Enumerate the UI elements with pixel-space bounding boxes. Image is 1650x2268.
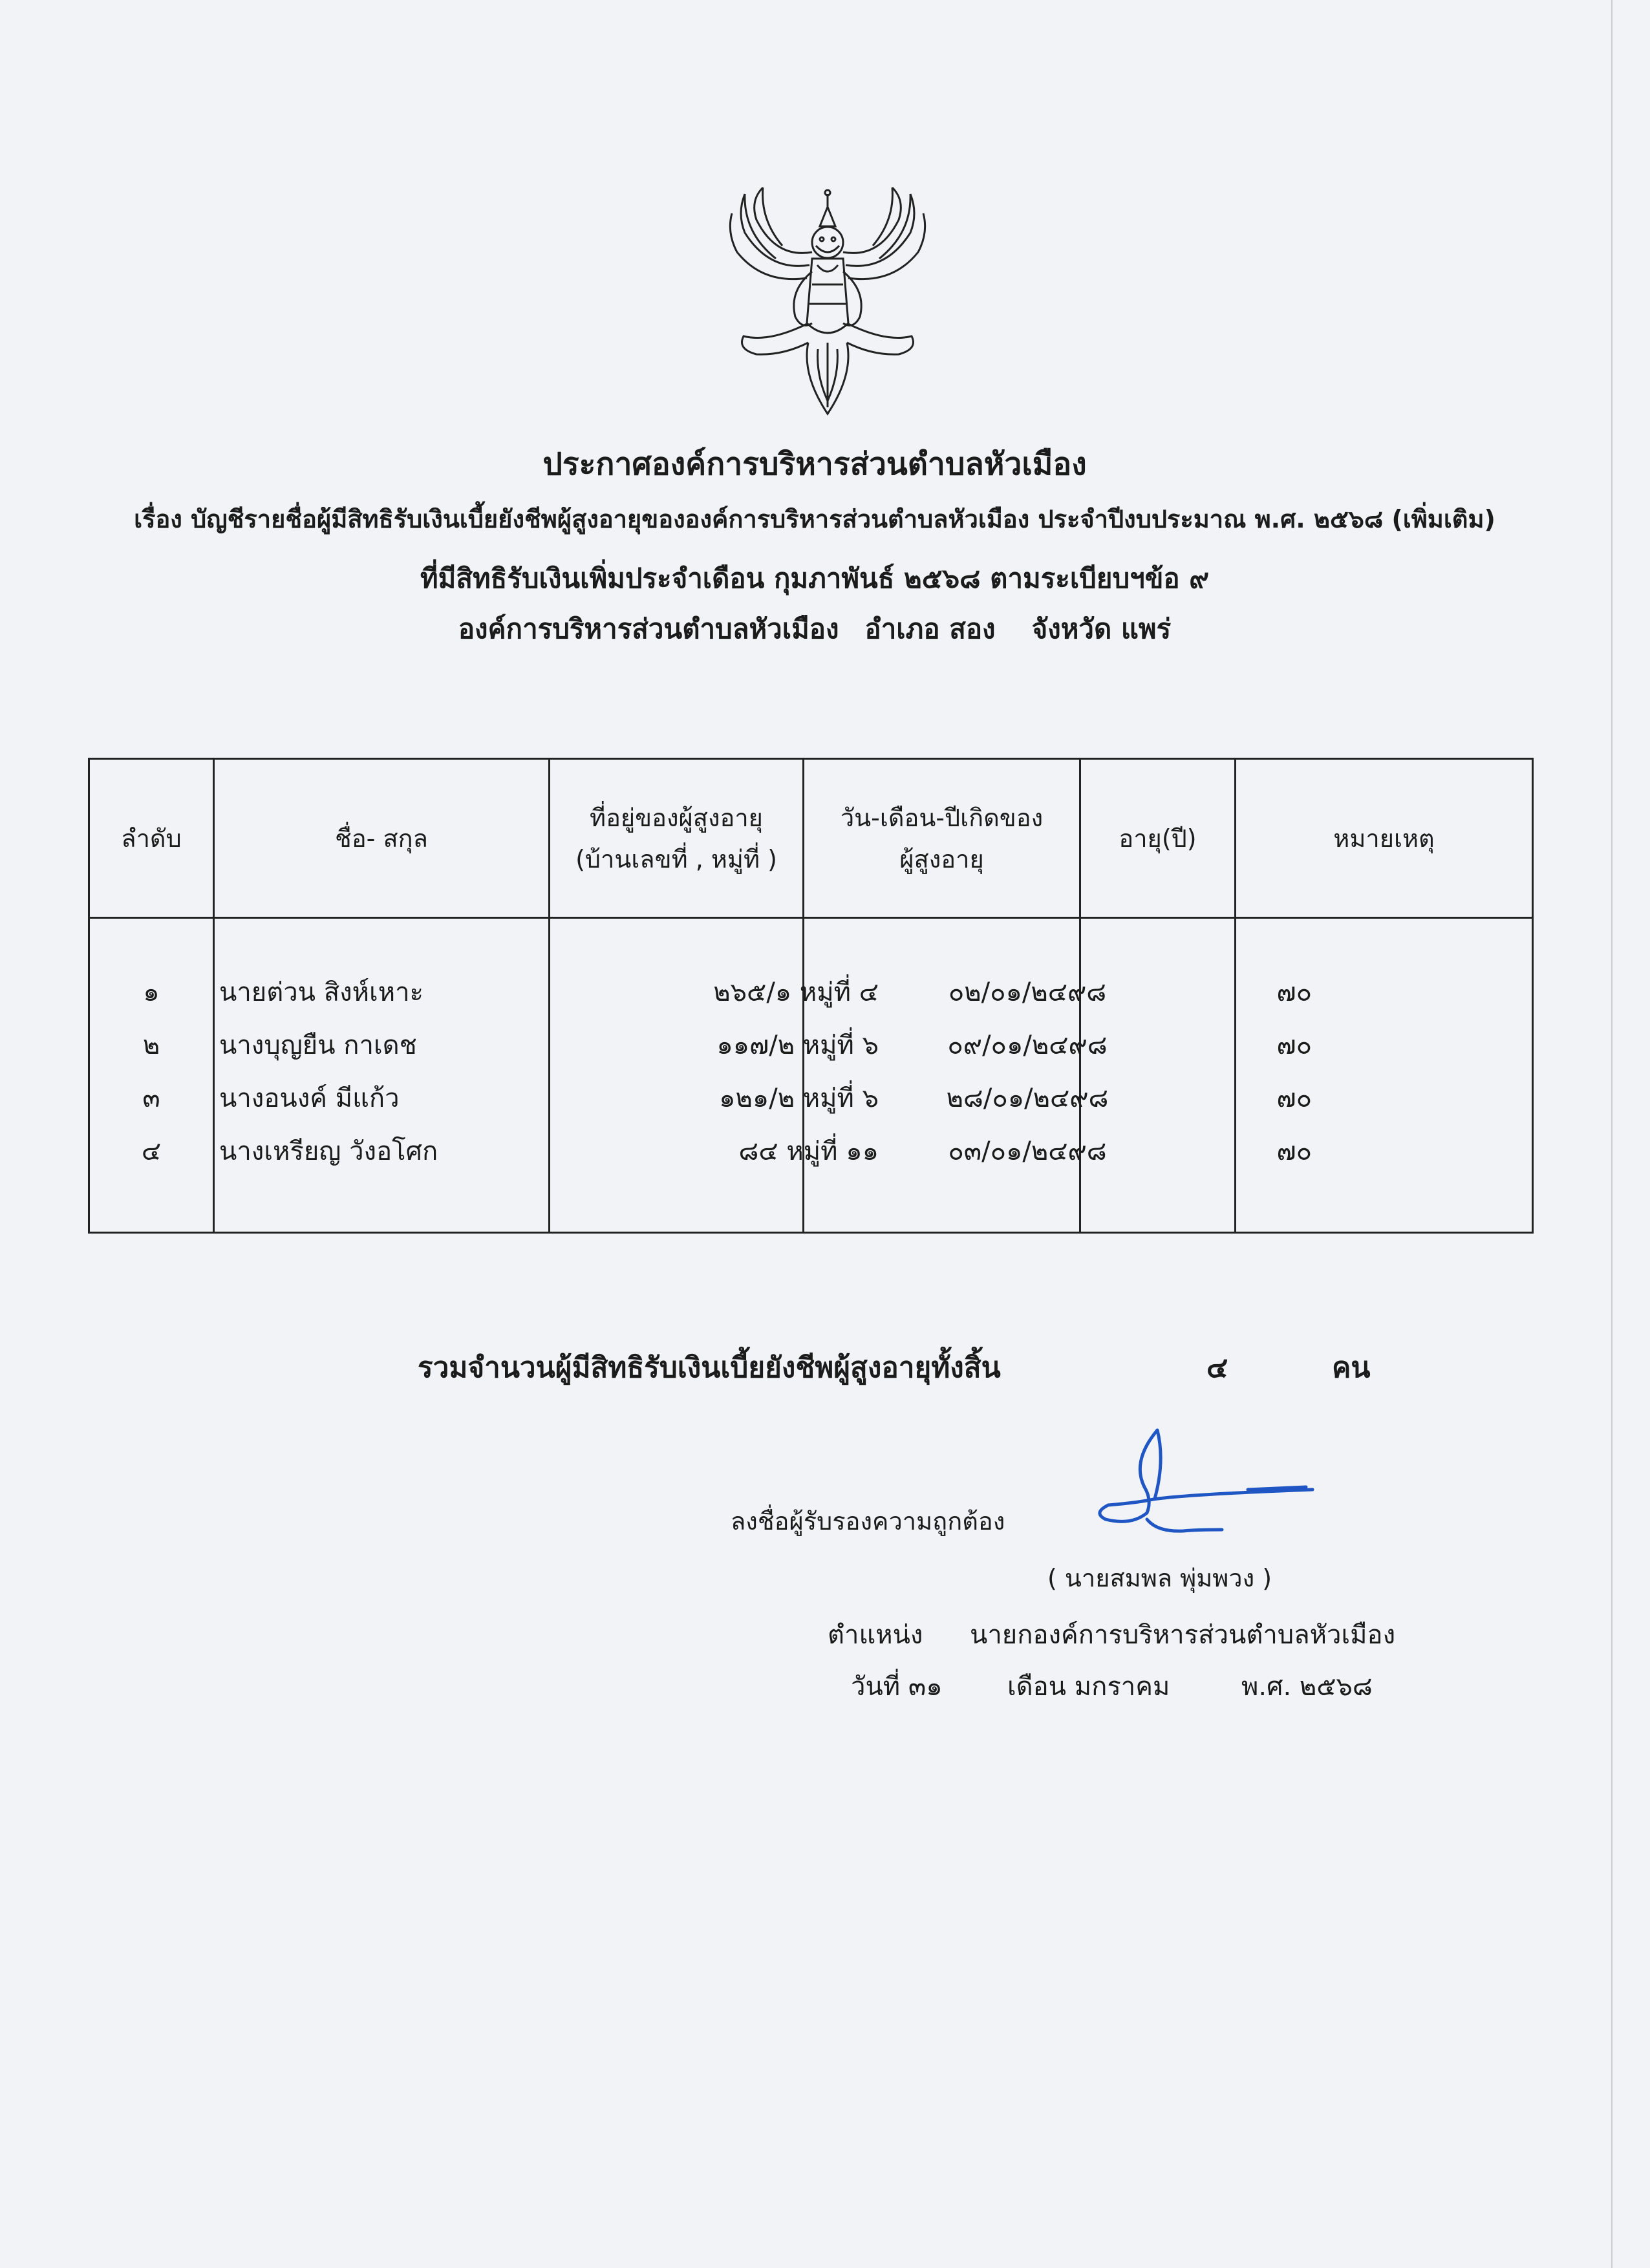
col-header-address: ที่อยู่ของผู้สูงอายุ (บ้านเลขที่ , หมู่ที่ ): [575, 803, 777, 873]
row-dob: ๐๙/๐๑/๒๔๙๘: [947, 1031, 1108, 1060]
summary-label: รวมจำนวนผู้มีสิทธิรับเงินเบี้ยยังชีพผู้สูงอายุทั้งสิ้น: [418, 1351, 1001, 1384]
row-age: ๗๐: [1276, 978, 1312, 1007]
signer-name: ( นายสมพล พุ่มพวง ): [1047, 1564, 1272, 1592]
row-address: ๑๒๑/๒ หมู่ที่ ๖: [719, 1084, 879, 1113]
date-month: เดือน มกราคม: [1007, 1672, 1170, 1702]
province: จังหวัด แพร่: [1031, 613, 1172, 645]
row-address: ๒๖๕/๑ หมู่ที่ ๔: [713, 978, 879, 1007]
certification-label: ลงชื่อผู้รับรองความถูกต้อง: [731, 1507, 1005, 1535]
org-name: องค์การบริหารส่วนตำบลหัวเมือง: [458, 613, 839, 645]
row-age: ๗๐: [1276, 1084, 1312, 1113]
row-address: ๑๑๗/๒ หมู่ที่ ๖: [716, 1031, 879, 1060]
row-dob: ๐๒/๐๑/๒๔๙๘: [948, 978, 1107, 1007]
location-line: [0, 608, 1629, 650]
district: อำเภอ สอง: [864, 613, 996, 645]
table-row: [90, 1020, 1532, 1071]
row-seq: ๓: [142, 1084, 160, 1113]
beneficiary-table: [88, 758, 1534, 1234]
col-header-name: ชื่อ- สกุล: [335, 824, 428, 853]
col-header-dob: วัน-เดือน-ปีเกิดของ ผู้สูงอายุ: [840, 803, 1044, 873]
row-seq: ๒: [142, 1031, 160, 1060]
row-dob: ๒๘/๐๑/๒๔๙๘: [946, 1084, 1109, 1113]
row-name: นางบุญยืน กาเดช: [219, 1031, 417, 1060]
row-name: นายต่วน สิงห์เหาะ: [219, 978, 424, 1007]
row-address: ๘๔ หมู่ที่ ๑๑: [738, 1137, 879, 1166]
col-header-remark: หมายเหตุ: [1333, 824, 1435, 853]
col-header-seq: ลำดับ: [121, 824, 182, 853]
document-subject: เรื่อง บัญชีรายชื่อผู้มีสิทธิรับเงินเบี้ยยังชีพผู้สูงอายุขององค์การบริหารส่วนตำบลหัวเมือง ประจำปีงบประมาณ พ.ศ. ๒๕๖๘ (เพิ่มเติม): [134, 505, 1495, 533]
row-name: นางเหรียญ วังอโศก: [219, 1137, 438, 1166]
table-row: [90, 967, 1532, 1018]
date-day: วันที่ ๓๑: [851, 1672, 943, 1702]
page-edge: [1611, 0, 1612, 2268]
position-title: นายกองค์การบริหารส่วนตำบลหัวเมือง: [970, 1620, 1396, 1650]
position-label: ตำแหน่ง: [828, 1620, 923, 1650]
table-row: [90, 1126, 1532, 1177]
row-name: นางอนงค์ มีแก้ว: [219, 1084, 400, 1113]
summary-unit: คน: [1332, 1351, 1371, 1384]
row-seq: ๔: [141, 1137, 162, 1166]
row-seq: ๑: [143, 978, 160, 1007]
row-age: ๗๐: [1276, 1137, 1312, 1166]
summary-count: ๔: [1206, 1351, 1228, 1384]
handwritten-signature: [1093, 1422, 1325, 1552]
row-dob: ๐๓/๐๑/๒๔๙๘: [948, 1137, 1107, 1166]
document-subtitle: ที่มีสิทธิรับเงินเพิ่มประจำเดือน กุมภาพันธ์ ๒๕๖๘ ตามระเบียบฯข้อ ๙: [420, 562, 1210, 594]
table-row: [90, 1073, 1532, 1124]
garuda-emblem-icon: [698, 181, 957, 420]
col-header-age: อายุ(ปี): [1119, 824, 1197, 853]
document-title: ประกาศองค์การบริหารส่วนตำบลหัวเมือง: [542, 446, 1087, 482]
date-year: พ.ศ. ๒๕๖๘: [1241, 1672, 1373, 1702]
row-age: ๗๐: [1276, 1031, 1312, 1060]
